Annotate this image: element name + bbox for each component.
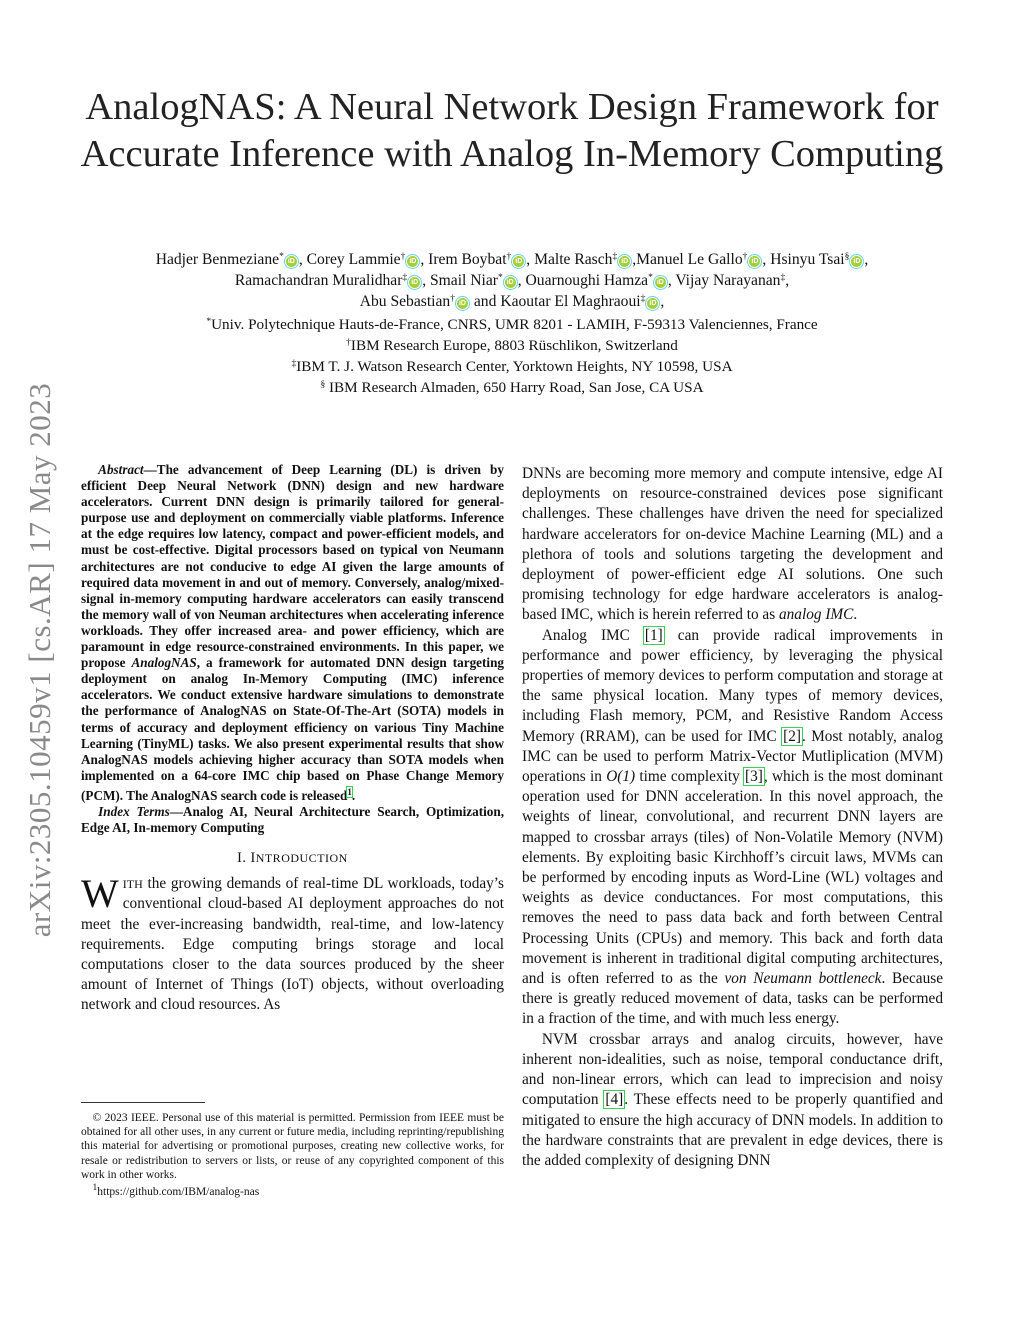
author-name: Hadjer Benmeziane (155, 251, 280, 268)
left-column (81, 462, 504, 1016)
orcid-icon[interactable]: iD (287, 258, 295, 265)
section-heading: I. INTRODUCTION (237, 850, 348, 867)
orcid-icon[interactable]: iD (411, 279, 419, 286)
author-name: Vijay Narayanan (675, 272, 781, 289)
orcid-icon[interactable]: iD (621, 258, 629, 265)
author-name: Abu Sebastian (359, 293, 451, 310)
index-terms: Index Terms—Analog AI, Neural Architecture Search, Optimization, Edge AI, In-memory Computing (81, 803, 504, 836)
footnote-link[interactable]: 1 (347, 786, 352, 797)
orcid-icon[interactable]: iD (649, 300, 657, 307)
arxiv-sidebar (0, 0, 80, 1325)
affiliation: *Univ. Polytechnique Hauts-de-France, CNRS, UMR 8201 - LAMIH, F-59313 Valenciennes, France (206, 316, 818, 333)
orcid-icon[interactable]: iD (751, 258, 759, 265)
arxiv-identifier: arXiv:2305.10459v1 [cs.AR] 17 May 2023 (22, 382, 57, 938)
abstract: Abstract—The advancement of Deep Learning (DL) is driven by efficient Deep Neural Network (DNN) design and new hardware accelerators. Current DNN design is primarily tailored for general-purpose use and deployment on commercially viable platforms. Inference at the edge requires low latency, compact and power-efficient models, and must be cost-effective. Digital processors based on typical von Neumann architectures are not conducive to edge AI given the large amounts of required data movement in and out of memory. Conversely, analog/mixed-signal in-memory computing hardware accelerators can easily transcend the memory wall of von Neuman architectures when accelerating inference workloads. They offer increased area- and power efficiency, which are paramount in edge resource-constrained environments. In this paper, we propose AnalogNAS, a framework for automated DNN design targeting deployment on analog In-Memory Computing (IMC) inference accelerators. We conduct extensive hardware simulations to demonstrate the performance of AnalogNAS on State-Of-The-Art (SOTA) models in terms of accuracy and deployment efficiency on various Tiny Machine Learning (TinyML) tasks. We also present experimental results that show AnalogNAS models achieving higher accuracy than SOTA models when implemented on a 64-core IMC chip based on Phase Change Memory (PCM). The AnalogNAS search code is released$^1$. (81, 462, 504, 803)
body-paragraph: NVM crossbar arrays and analog circuits, however, have inherent non-idealities, such as noise, temporal conductance drift, and non-linear errors, which can lead to imprecision and noisy computation [4]. These effects need to be properly quantified and mitigated to ensure the high accuracy of DNN models. In addition to the hardware constraints that are prevalent in edge devices, there is the added complexity of designing DNN (522, 1030, 943, 1169)
orcid-icon[interactable]: iD (458, 300, 466, 307)
author-name: Manuel Le Gallo (636, 251, 743, 268)
citation-link[interactable]: [3] (745, 768, 763, 786)
paper-title: AnalogNAS: A Neural Network Design Framework for Accurate Inference with Analog In-Memory Computing (80, 86, 944, 175)
author-name: Ouarnoughi Hamza (525, 272, 649, 289)
citation-link[interactable]: [4] (605, 1091, 624, 1109)
orcid-icon[interactable]: iD (853, 258, 861, 265)
repo-link[interactable]: https://github.com/IBM/analog-nas (97, 1186, 260, 1198)
affiliation: ‡IBM T. J. Watson Research Center, Yorktown Heights, NY 10598, USA (291, 358, 733, 375)
orcid-icon[interactable]: iD (506, 279, 514, 286)
body-paragraph: Analog IMC [1] can provide radical improvements in performance and power efficiency, by leveraging the physical properties of memory devices to perform computation and storage at the same physical location. Many types of memory devices, including Flash memory, PCM, and Resistive Random Access Memory (RRAM), can be used for IMC [2]. Most notably, analog IMC can be used to perform Matrix-Vector Mutliplication (MVM) operations in O(1) time complexity [3], which is the most dominant operation used for DNN acceleration. In this novel approach, the weights of linear, convolutional, and recurrent DNN layers are mapped to crossbar arrays (tiles) of Non-Volatile Memory (NVM) elements. By exploiting basic Kirchhoff’s circuit laws, MVMs can be performed by encoding inputs as Word-Line (WL) voltages and weights as device conductances. For most computations, this removes the need to pass data back and forth between Central Processing Units (CPUs) and memory. This back and forth data movement is inherent in traditional digital computing architectures, and is often referred to as the von Neumann bottleneck. Because there is greatly reduced movement of data, tasks can be performed in a fraction of the time, and with much less energy. (522, 626, 943, 1028)
orcid-icon[interactable]: iD (656, 279, 664, 286)
footnote-rule (81, 1102, 205, 1103)
author-name: Malte Rasch (534, 251, 613, 268)
body-paragraph: DNNs are becoming more memory and compute intensive, edge AI deployments on resource-constrained devices pose significant challenges. These challenges have driven the need for specialized hardware accelerators for on-device Machine Learning (ML) and a plethora of tools and solutions targeting the development and deployment of power-efficient edge AI solutions. One such promising technology for edge hardware accelerators is analog-based IMC, which is herein referred to as analog IMC. (522, 465, 943, 624)
intro-paragraph: WITH the growing demands of real-time DL workloads, today’s conventional cloud-based AI deployment approaches do not meet the ever-increasing bandwidth, real-time, and low-latency requirements. Edge computing brings storage and local computations closer to the data sources produced by the sheer amount of Internet of Things (IoT) objects, without overloading network and cloud resources. As (81, 871, 504, 1014)
author-name: Hsinyu Tsai (770, 251, 845, 268)
affiliation-list (80, 314, 944, 398)
orcid-icon[interactable]: iD (409, 258, 417, 265)
url-footnote: $^1$https://github.com/IBM/analog-nas (92, 1183, 260, 1198)
author-name: Irem Boybat (428, 251, 507, 268)
copyright-footnote: © 2023 IEEE. Personal use of this material is permitted. Permission from IEEE must be obtained for all other uses, in any current or future media, including reprinting/republishing this material for advertising or promotional purposes, creating new collective works, for resale or redistribution to servers or lists, or reuse of any copyrighted component of this work in other works. (81, 1112, 504, 1181)
affiliation: †IBM Research Europe, 8803 Rüschlikon, Switzerland (346, 337, 678, 354)
citation-link[interactable]: [1] (644, 626, 663, 644)
citation-link[interactable]: [2] (783, 727, 801, 745)
author-name: Corey Lammie (306, 251, 401, 268)
author-name: Smail Niar (429, 272, 498, 289)
affiliation: § IBM Research Almaden, 650 Harry Road, San Jose, CA USA (320, 379, 704, 396)
right-column (522, 464, 943, 1171)
author-list: Hadjer Benmeziane* iD , Corey Lammie† iD , Irem Boybat† iD , Malte Rasch‡ iD ,Manuel Le Gallo† iD , Hsinyu Tsai§ iD , Ramachandran Muralidhar‡ iD , Smail Niar* iD , Ouarnoughi Hamza* iD , Vijay Narayanan‡, Abu Sebastian† iD and Kaoutar El Maghraoui‡ iD , (155, 251, 869, 310)
orcid-icon[interactable]: iD (515, 258, 523, 265)
author-name: Kaoutar El Maghraoui (500, 293, 641, 310)
author-name: Ramachandran Muralidhar (234, 272, 403, 289)
